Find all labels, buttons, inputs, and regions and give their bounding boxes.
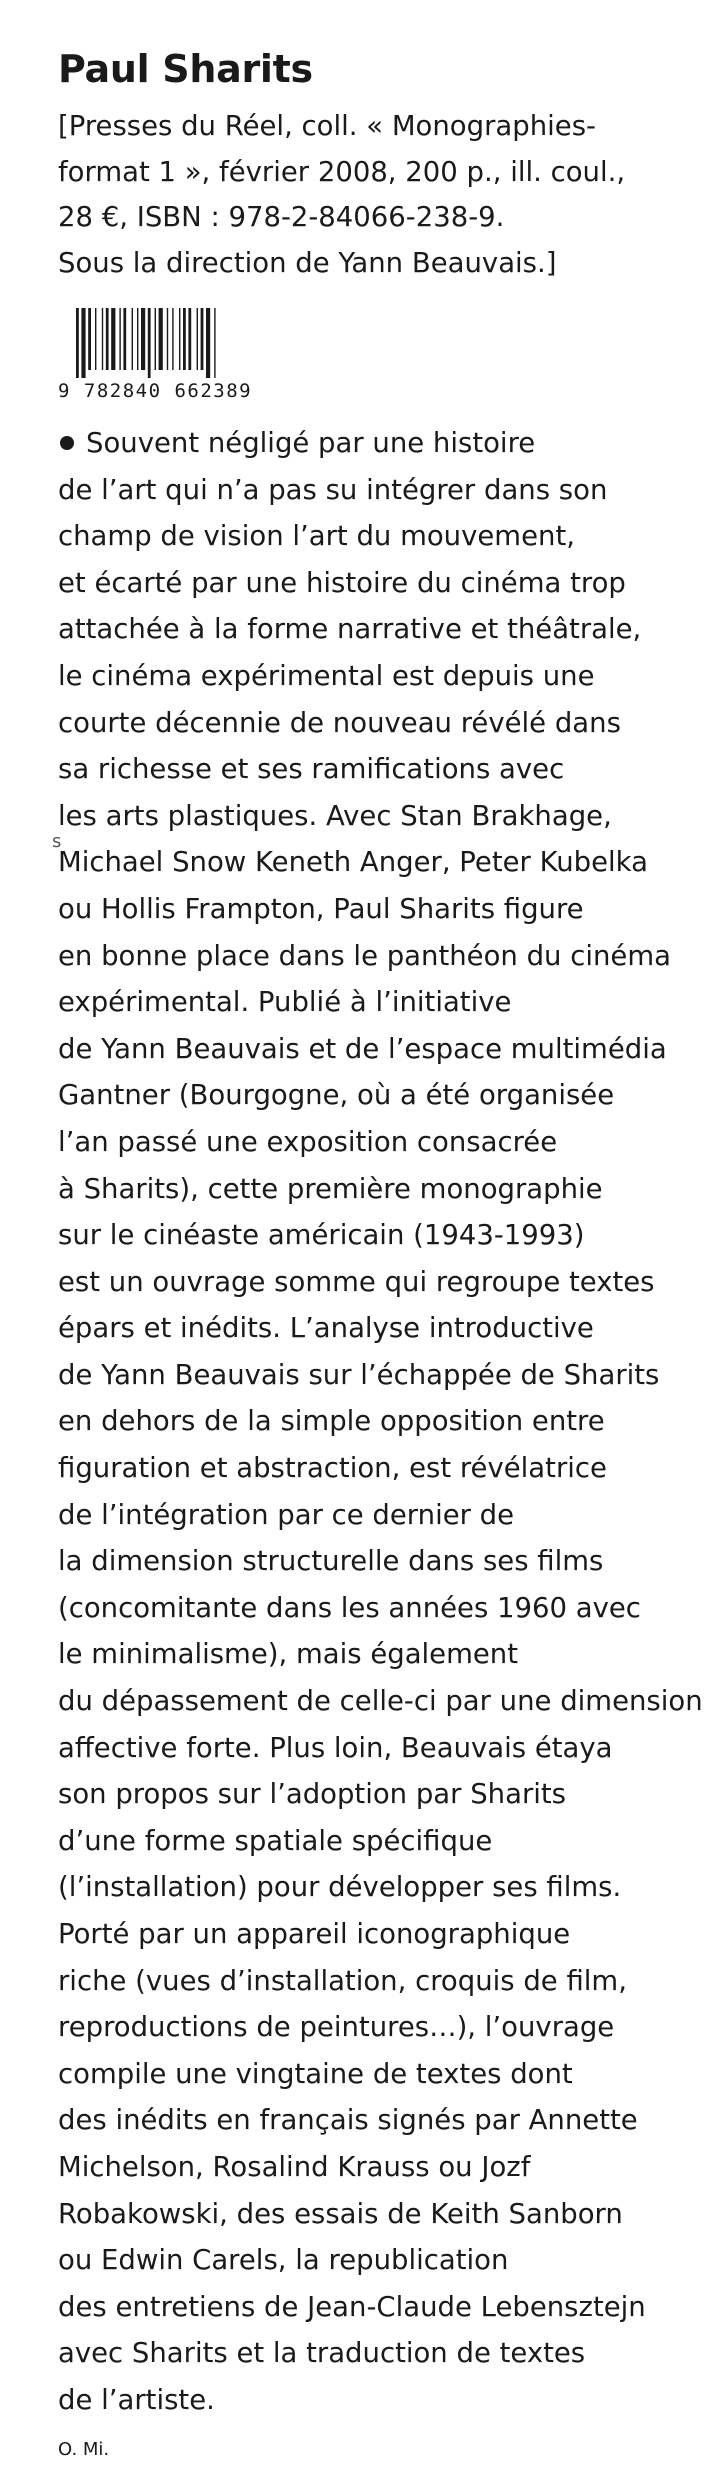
body-line: en bonne place dans le panthéon du cinéma [58,939,671,972]
body-line: attachée à la forme narrative et théâtrale, [58,613,642,646]
body-line: l’an passé une exposition consacrée [58,1125,558,1158]
body-line: (l’installation) pour développer ses films. [58,1871,622,1904]
body-line: Souvent négligé par une histoire [58,420,688,467]
body-line: Porté par un appareil iconographique [58,1918,571,1950]
body-line: les arts plastiques. Avec Stan Brakhage, [58,799,612,832]
body-line: Michelson, Rosalind Krauss ou Jozf [58,2150,531,2183]
body-line: sa richesse et ses ramifications avec [58,753,565,786]
barcode-bar [81,308,85,378]
body-line: de Yann Beauvais et de l’espace multimédia [58,1032,667,1065]
body-line: son propos sur l’adoption par Sharits [58,1778,566,1811]
body-line: de l’intégration par ce dernier de [58,1498,515,1531]
barcode-bar [95,308,96,370]
body-line: le minimalisme), mais également [58,1638,519,1671]
body-line: du dépassement de celle-ci par une dimension [58,1685,703,1718]
body-line: expérimental. Publié à l’initiative [58,986,512,1019]
body-line: courte décennie de nouveau révélé dans [58,706,621,739]
body-line: Gantner (Bourgogne, où a été organisée [58,1079,615,1112]
barcode-bar [155,308,156,370]
barcode-bar [167,308,168,370]
body-line: affective forte. Plus loin, Beauvais étaya [58,1731,613,1764]
barcode-bar [183,308,186,370]
barcode-digits: 9 782840 662389 [58,380,253,402]
barcode-bar [214,308,215,378]
review-article [52,46,703,2462]
body-line: ou Hollis Frampton, Paul Sharits figure [58,892,584,925]
barcode-bar [111,308,115,370]
bullet-icon [60,436,74,450]
barcode-bar [119,308,120,370]
barcode-bar [201,308,204,370]
barcode-bar [141,308,145,370]
body-line: à Sharits), cette première monographie [58,1172,603,1205]
body-line: compile une vingtaine de textes dont [58,2057,573,2090]
barcode-bar [179,308,180,370]
body-line: reproductions de peintures…), l’ouvrage [58,2011,615,2044]
body-line: la dimension structurelle dans ses films [58,1545,604,1578]
barcode-bar [76,308,79,378]
barcode-bar [106,308,109,370]
barcode-bar [137,308,138,370]
margin-mark: s [52,831,62,852]
body-line: figuration et abstraction, est révélatrice [58,1452,607,1485]
body-line: en dehors de la simple opposition entre [58,1405,605,1438]
review-body [58,420,703,2424]
body-line: est un ouvrage somme qui regroupe textes [58,1265,655,1298]
body-line: et écarté par une histoire du cinéma trop [58,566,626,599]
body-line: épars et inédits. L’analyse introductive [58,1312,594,1345]
body-line: le cinéma expérimental est depuis une [58,659,595,692]
body-line: de l’artiste. [58,2383,215,2416]
barcode-bar [102,308,103,370]
publication-info-line: 28 €, ISBN : 978-2-84066-238-9. [58,201,505,233]
author-signature: O. Mi. [58,2438,110,2460]
body-line: champ de vision l’art du mouvement, [58,520,575,553]
barcode-bar [148,308,151,378]
publication-info-line: [Presses du Réel, coll. « Monographies- [58,110,596,142]
publication-info-line: format 1 », février 2008, 200 p., ill. coul., [58,155,626,188]
publication-info-line: Sous la direction de Yann Beauvais.] [58,246,557,279]
body-line: des inédits en français signés par Annette [58,2104,638,2137]
body-line: de Yann Beauvais sur l’échappée de Sharits [58,1358,660,1391]
body-line: sur le cinéaste américain (1943-1993) [58,1219,585,1252]
body-line: (concomitante dans les années 1960 avec [58,1591,641,1624]
isbn-barcode [58,308,298,402]
barcode-bar [197,308,198,370]
body-line: ou Edwin Carels, la republication [58,2244,509,2277]
barcode-bar [132,308,133,370]
barcode-bar [123,308,126,370]
barcode-bars [58,308,298,378]
body-line: des entretiens de Jean-Claude Lebensztejn [58,2290,646,2323]
body-line: riche (vues d’installation, croquis de film, [58,1964,627,1997]
barcode-bar [88,308,91,370]
body-line: Michael Snow Keneth Anger, Peter Kubelka [58,846,648,879]
body-line: d’une forme spatiale spécifique [58,1824,493,1857]
body-line: Robakowski, des essais de Keith Sanborn [58,2197,623,2230]
barcode-bar [159,308,163,370]
body-line: de l’art qui n’a pas su intégrer dans son [58,473,608,506]
barcode-bar [172,308,173,370]
barcode-bar [206,308,210,378]
publication-info [58,104,688,286]
book-title: Paul Sharits [58,47,313,91]
body-line: avec Sharits et la traduction de textes [58,2337,586,2370]
barcode-bar [188,308,191,370]
